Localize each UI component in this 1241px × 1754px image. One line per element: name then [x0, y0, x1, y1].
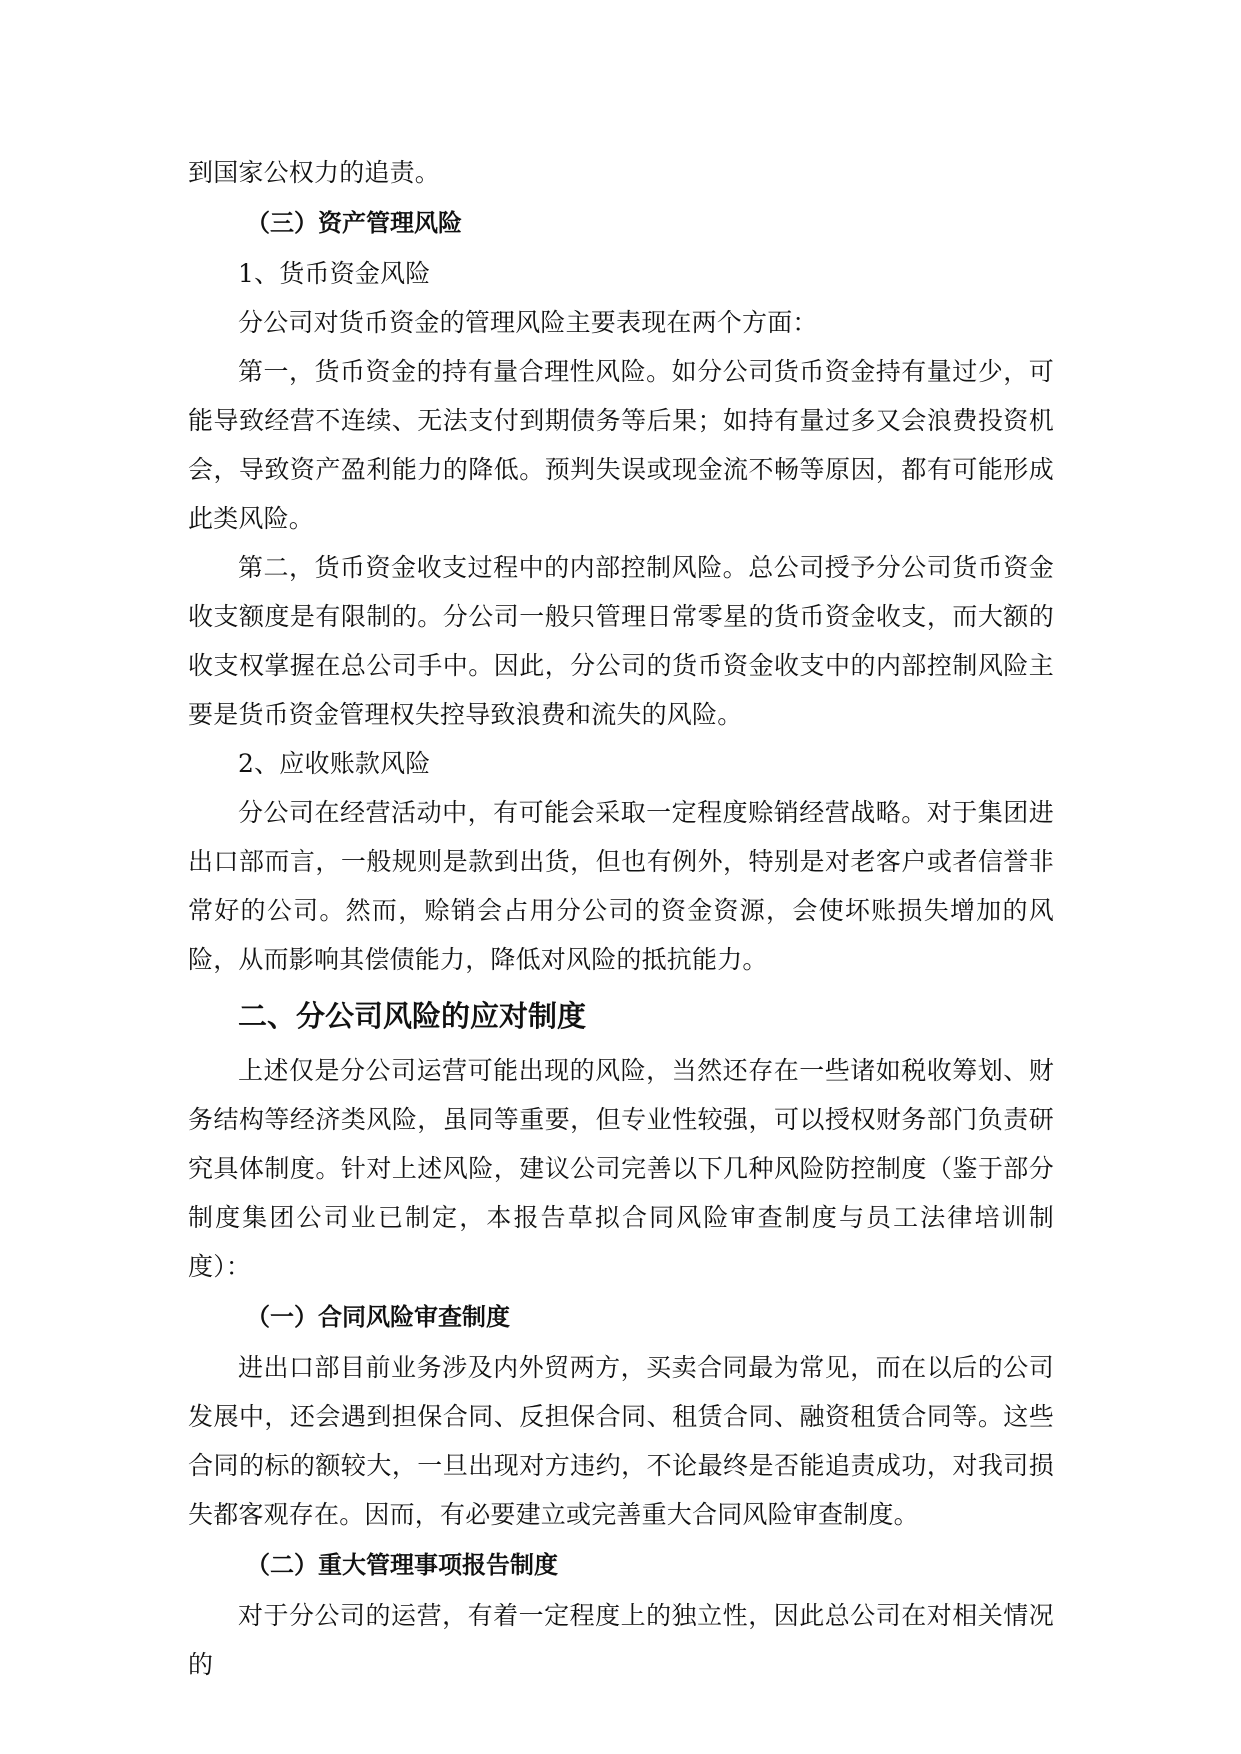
section-heading-reporting: （二）重大管理事项报告制度: [246, 1551, 558, 1579]
paragraph-cash-second: 第二，货币资金收支过程中的内部控制风险。总公司授予分公司货币资金收支额度是有限制的。分公司一般只管理日常零星的货币资金收支，而大额的收支权掌握在总公司手中。因此，分公司的货币资金收支中的内部控制风险主要是货币资金管理权失控导致浪费和流失的风险。: [188, 553, 1054, 729]
paragraph-cash-intro: 分公司对货币资金的管理风险主要表现在两个方面：: [238, 308, 818, 337]
section-heading-contract-review: （一）合同风险审查制度: [246, 1303, 510, 1331]
subheading-cash-risk: 1、货币资金风险: [238, 259, 431, 288]
paragraph-reporting: 对于分公司的运营，有着一定程度上的独立性，因此总公司在对相关情况的: [188, 1601, 1054, 1679]
subheading-receivables-risk: 2、应收账款风险: [238, 749, 431, 778]
chapter-heading-response: 二、分公司风险的应对制度: [238, 999, 587, 1033]
document-page: [188, 148, 1054, 1689]
paragraph-cash-first: 第一，货币资金的持有量合理性风险。如分公司货币资金持有量过少，可能导致经营不连续、无法支付到期债务等后果；如持有量过多又会浪费投资机会，导致资产盈利能力的降低。预判失误或现金流不畅等原因，都有可能形成此类风险。: [188, 357, 1054, 533]
paragraph-continuation: 到国家公权力的追责。: [188, 158, 441, 187]
section-heading-asset-risk: （三）资产管理风险: [246, 209, 462, 237]
paragraph-response-intro: 上述仅是分公司运营可能出现的风险，当然还存在一些诸如税收筹划、财务结构等经济类风险，虽同等重要，但专业性较强，可以授权财务部门负责研究具体制度。针对上述风险，建议公司完善以下几种风险防控制度（鉴于部分制度集团公司业已制定，本报告草拟合同风险审查制度与员工法律培训制度）：: [188, 1056, 1054, 1281]
paragraph-receivables: 分公司在经营活动中，有可能会采取一定程度赊销经营战略。对于集团进出口部而言，一般规则是款到出货，但也有例外，特别是对老客户或者信誉非常好的公司。然而，赊销会占用分公司的资金资源，会使坏账损失增加的风险，从而影响其偿债能力，降低对风险的抵抗能力。: [188, 798, 1054, 974]
paragraph-contract-review: 进出口部目前业务涉及内外贸两方，买卖合同最为常见，而在以后的公司发展中，还会遇到担保合同、反担保合同、租赁合同、融资租赁合同等。这些合同的标的额较大，一旦出现对方违约，不论最终是否能追责成功，对我司损失都客观存在。因而，有必要建立或完善重大合同风险审查制度。: [188, 1353, 1054, 1529]
